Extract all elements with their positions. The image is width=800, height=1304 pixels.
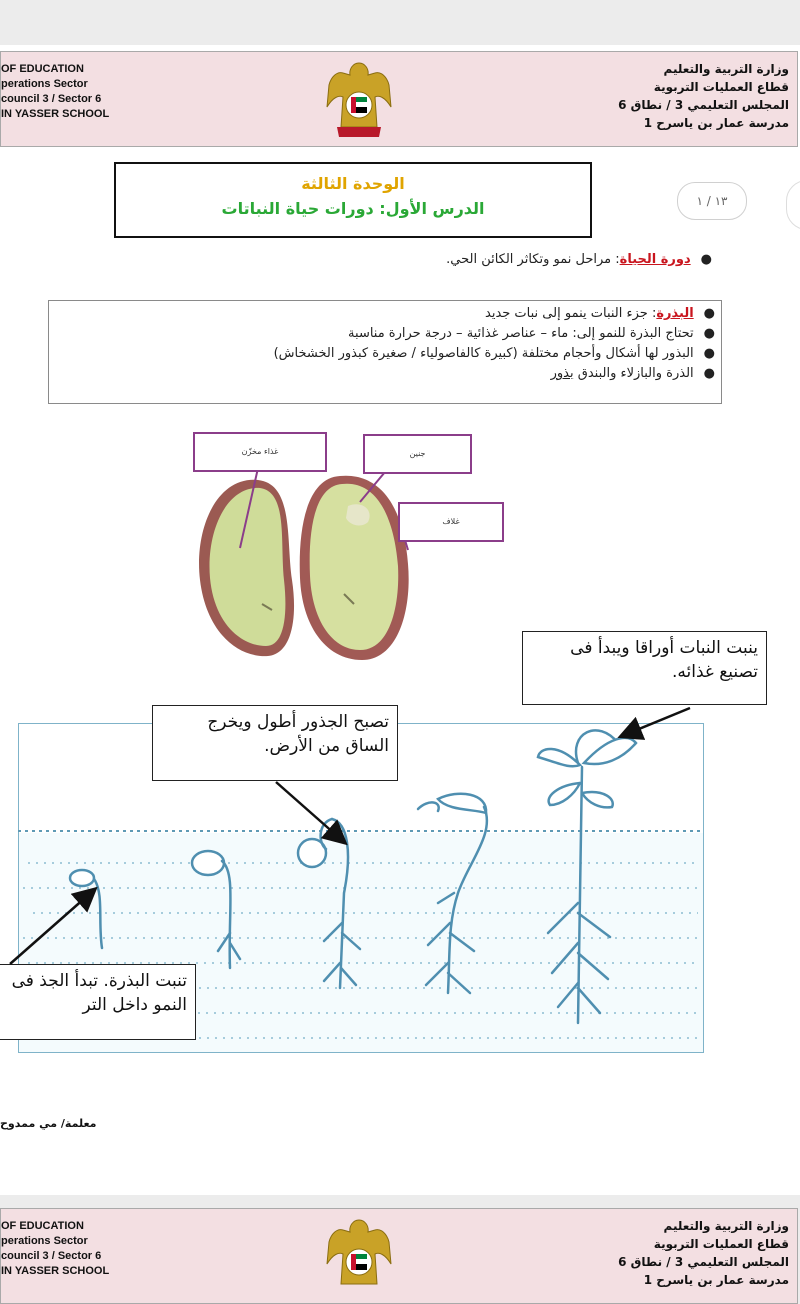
seed-needs-bullet: [65, 324, 715, 344]
seed-examples-text: الذرة والبازلاء والبندق: [573, 366, 694, 381]
header-ar-line: المجلس التعليمي 3 / نطاق 6: [618, 1255, 789, 1269]
seed-bullet: [65, 304, 715, 324]
seed-examples-word: بذور: [550, 366, 574, 381]
callout-leaves: ينبت النبات أوراقا ويبدأ فى تصنيع غذائه.: [522, 631, 767, 705]
header-en-line: OF EDUCATION: [1, 63, 84, 75]
header-english: [1, 62, 109, 122]
callout-germinate: تنبت البذرة. تبدأ الجذ فى النمو داخل التر: [0, 964, 196, 1040]
header-english: [1, 1219, 109, 1279]
uae-emblem-logo: [323, 1214, 395, 1298]
header-ar-line: المجلس التعليمي 3 / نطاق 6: [618, 98, 789, 112]
bullet-icon: ●: [703, 326, 715, 341]
life-cycle-term: دورة الحياة: [619, 252, 691, 267]
label-seed-coat: غلاف: [398, 502, 504, 542]
header-ar-line: مدرسة عمار بن ياسرح 1: [643, 1273, 789, 1287]
page-indicator: ١٣ / ١: [677, 182, 747, 220]
bullet-icon: ●: [703, 346, 715, 361]
life-cycle-bullet: [92, 250, 712, 270]
header-en-line: perations Sector: [1, 78, 88, 90]
seed-needs-text: تحتاج البذرة للنمو إلى: ماء – عناصر غذائية – درجة حرارة مناسبة: [348, 326, 694, 341]
header-en-line: council 3 / Sector 6: [1, 1250, 102, 1262]
header-ar-line: مدرسة عمار بن ياسرح 1: [643, 116, 789, 130]
lesson-title: الدرس الأول: دورات حياة النباتات: [221, 199, 485, 218]
seed-info-box: [48, 300, 722, 404]
bullet-icon: ●: [700, 252, 712, 267]
header-en-line: IN YASSER SCHOOL: [1, 108, 110, 120]
unit-title: الوحدة الثالثة: [301, 174, 405, 193]
uae-emblem-logo: [323, 57, 395, 141]
seed-shapes-bullet: [65, 344, 715, 364]
header-ar-line: وزارة التربية والتعليم: [663, 1219, 789, 1233]
bullet-icon: ●: [703, 366, 715, 381]
header-arabic: [618, 1217, 789, 1289]
bullet-icon: ●: [703, 306, 715, 321]
seed-examples-bullet: [65, 364, 715, 384]
header-arabic: [618, 60, 789, 132]
seed-term: البذرة: [656, 306, 694, 321]
school-header-next-page: [0, 1208, 798, 1304]
header-ar-line: قطاع العمليات التربوية: [653, 1237, 789, 1251]
life-cycle-definition: : مراحل نمو وتكاثر الكائن الحي.: [446, 252, 620, 267]
header-en-line: council 3 / Sector 6: [1, 93, 102, 105]
callout-roots-stem: تصبح الجذور أطول ويخرج الساق من الأرض.: [152, 705, 398, 781]
school-header: [0, 51, 798, 147]
header-en-line: perations Sector: [1, 1235, 88, 1247]
header-ar-line: قطاع العمليات التربوية: [653, 80, 789, 94]
label-stored-food: غذاء مخزّن: [193, 432, 327, 472]
lesson-title-box: [114, 162, 592, 238]
callout-arrows: [0, 690, 800, 990]
teacher-name: معلمة/ مي ممدوح: [0, 1117, 97, 1130]
header-en-line: IN YASSER SCHOOL: [1, 1265, 110, 1277]
header-en-line: OF EDUCATION: [1, 1220, 84, 1232]
label-embryo: جنين: [363, 434, 472, 474]
header-ar-line: وزارة التربية والتعليم: [663, 62, 789, 76]
seed-definition: : جزء النبات ينمو إلى نبات جديد: [485, 306, 657, 321]
seed-shapes-text: البذور لها أشكال وأحجام مختلفة (كبيرة كالفاصولياء / صغيرة كبذور الخشخاش): [273, 346, 694, 361]
